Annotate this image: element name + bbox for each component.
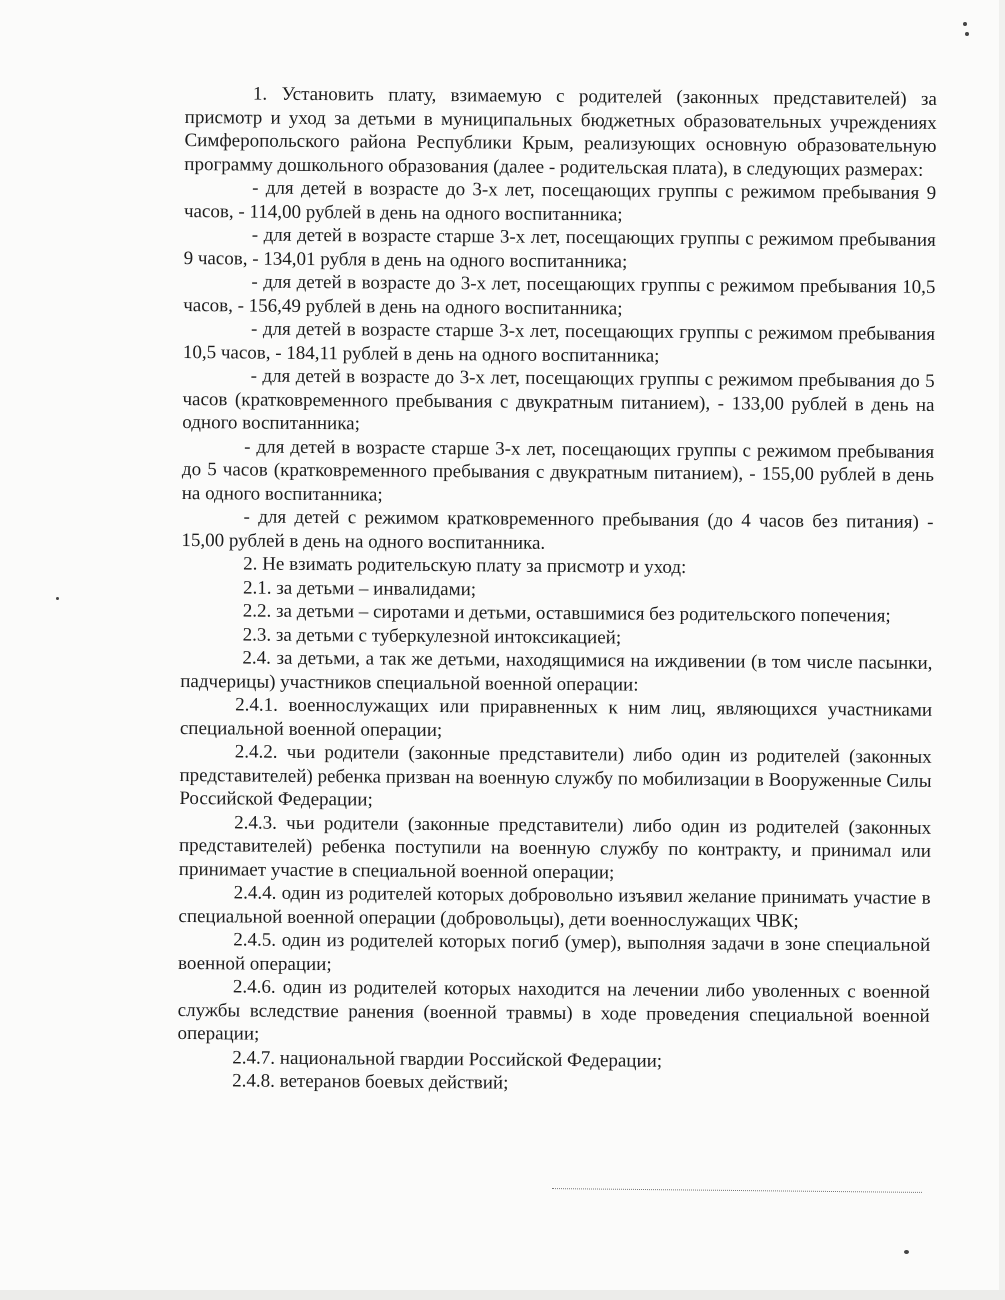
paragraph-p14: 2.4.1. военнослужащих или приравненных к ним лиц, являющихся участниками специальной военной операции;	[179, 694, 933, 741]
paragraph-p20: 2.4.7. национальной гвардии Российской Федерации;	[232, 1046, 663, 1072]
paragraph-p3: - для детей в возрасте старше 3-х лет, посещающих группы с режимом пребывания 9 часов, - 134,01 рубля в день на одного воспитанника;	[183, 224, 936, 272]
paragraph-p18: 2.4.5. один из родителей которых погиб (умер), выполняя задачи в зоне специальной военной операции;	[177, 929, 931, 975]
paragraph-p6: - для детей в возрасте до 3-х лет, посещающих группы с режимом пребывания до 5 часов (кратковременного пребывания с двукратным питанием), - 133,00 рублей в день на одного воспитанника;	[182, 365, 935, 435]
paragraph-p11: 2.2. за детьми – сиротами и детьми, оставшимися без родительского попечения;	[242, 600, 891, 627]
scan-speck	[56, 597, 59, 600]
scan-speck	[904, 1250, 909, 1254]
paragraph-p13: 2.4. за детьми, а так же детьми, находящимися на иждивении (в том числе пасынки, падчерицы) участников специальной военной операции:	[180, 647, 933, 696]
paragraph-p16: 2.4.3. чьи родители (законные представители) либо один из родителей (законных представителей) ребенка поступили на военную службу по контракту, и принимал или принимает участие в специальной военной операции;	[178, 811, 932, 883]
scan-speck	[963, 22, 967, 26]
paragraph-p5: - для детей в возрасте старше 3-х лет, посещающих группы с режимом пребывания 10,5 часов, - 184,11 рублей в день на одного воспитанника;	[182, 318, 936, 367]
paragraph-p4: - для детей в возрасте до 3-х лет, посещающих группы с режимом пребывания 10,5 часов, - 156,49 рублей в день на одного воспитанника;	[183, 271, 936, 319]
paragraph-p1: 1. Установить плату, взимаемую с родителей (законных представителей) за присмотр и уход за детьми в муниципальных бюджетных образовательных учреждениях Симферопольского района Республики Крым, реализующих основную образовательную программу дошкольного образования (далее - родительская плата), в следующих размерах:	[184, 83, 937, 181]
paragraph-p2: - для детей в возрасте до 3-х лет, посещающих группы с режимом пребывания 9 часов, - 114,00 рублей в день на одного воспитанника;	[183, 177, 937, 225]
scan-edge-right	[999, 0, 1005, 1300]
document-body	[177, 82, 937, 1098]
dotted-line	[552, 1188, 922, 1193]
paragraph-p21: 2.4.8. ветеранов боевых действий;	[232, 1070, 509, 1094]
paragraph-p17: 2.4.4. один из родителей которых добровольно изъявил желание принимать участие в специальной военной операции (добровольцы), дети военнослужащих ЧВК;	[178, 882, 931, 932]
paragraph-p12: 2.3. за детьми с туберкулезной интоксикацией;	[242, 623, 622, 648]
paragraph-p10: 2.1. за детьми – инвалидами;	[242, 576, 477, 600]
paragraph-p8: - для детей с режимом кратковременного пребывания (до 4 часов без питания) - 15,00 рублей в день на одного воспитанника.	[181, 506, 934, 554]
paragraph-p19: 2.4.6. один из родителей которых находится на лечении либо уволенных с военной службы вследствие ранения (военной травмы) в ходе проведения специальной военной операции;	[177, 976, 930, 1045]
paragraph-p7: - для детей в возрасте старше 3-х лет, посещающих группы с режимом пребывания до 5 часов (кратковременного пребывания с двукратным питанием), - 155,00 рублей в день на одного воспитанника;	[181, 435, 935, 506]
paragraph-p9: 2. Не взимать родительскую плату за присмотр и уход:	[243, 553, 687, 578]
paragraph-p15: 2.4.2. чьи родители (законные представители) либо один из родителей (законных представителей) ребенка призван на военную службу по мобилизации в Вооруженные Силы Российской Федерации;	[179, 741, 932, 811]
scan-edge-bottom	[0, 1290, 1005, 1300]
scan-speck	[965, 32, 969, 36]
